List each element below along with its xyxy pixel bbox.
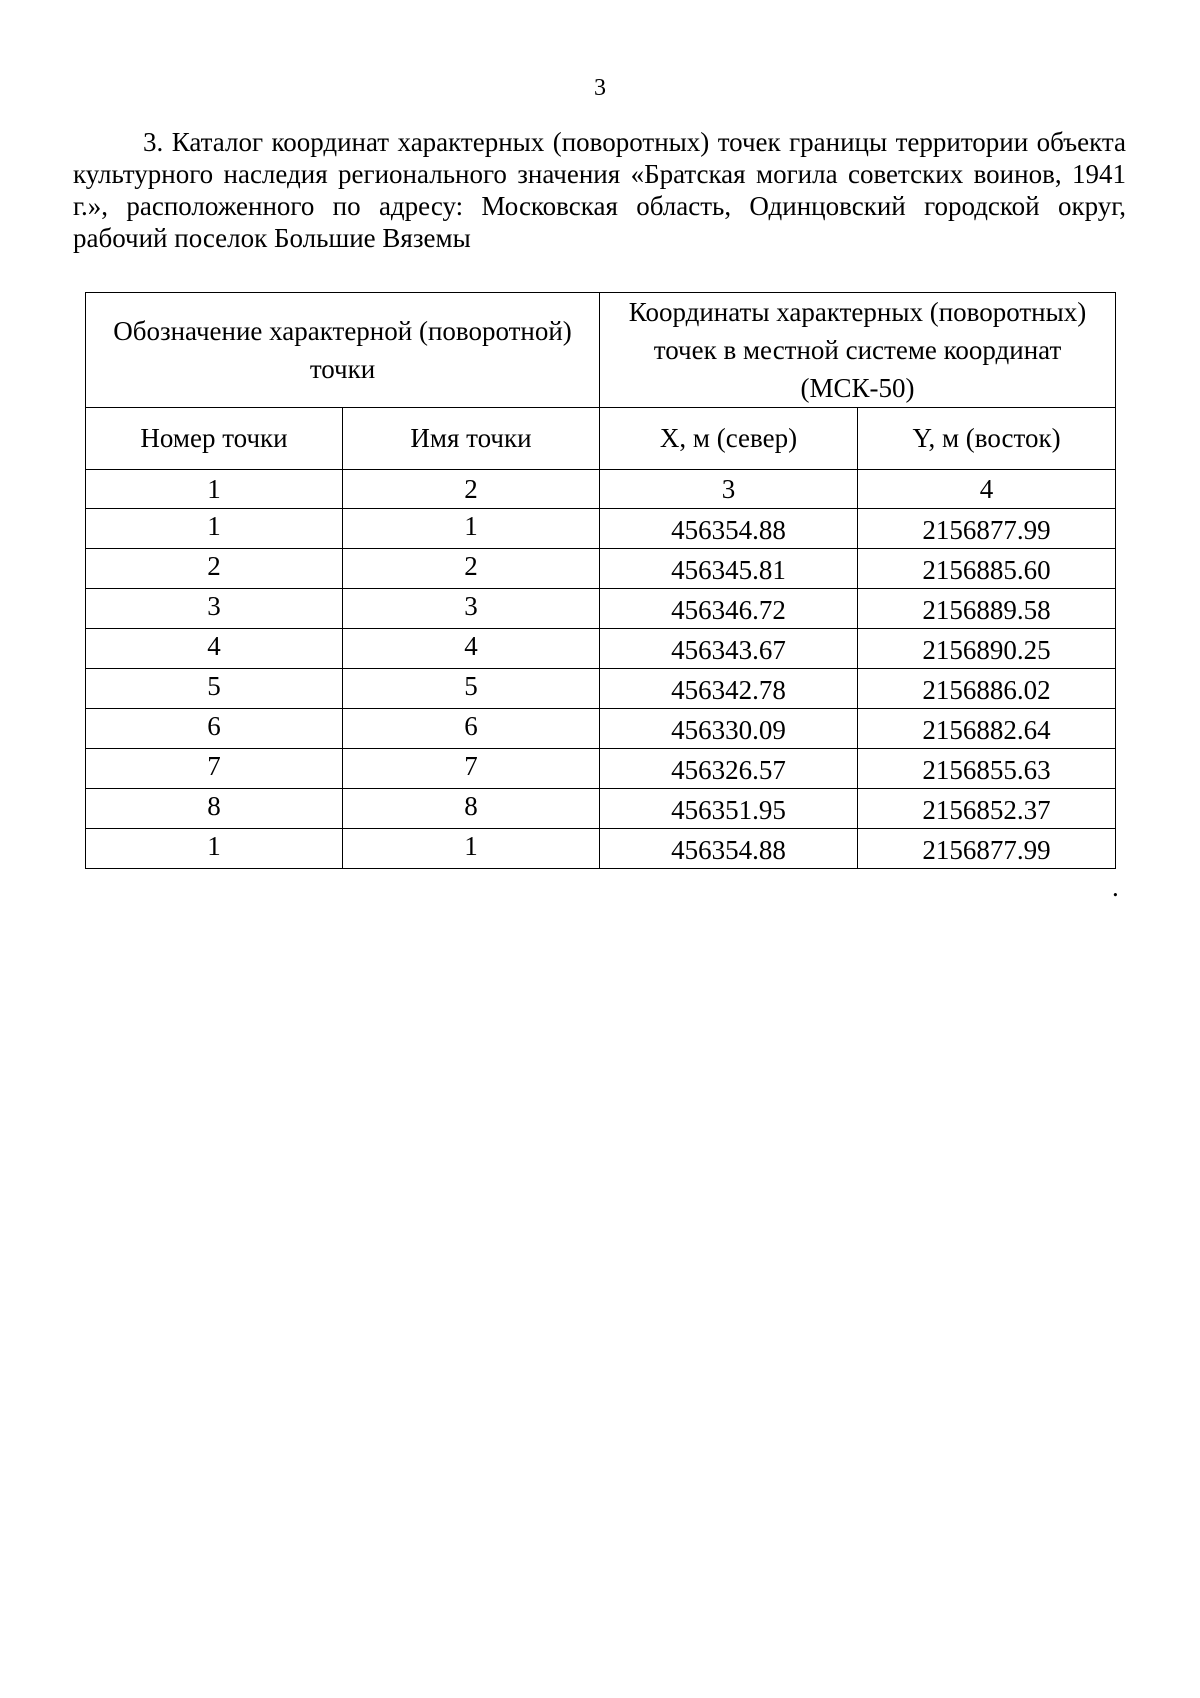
cell-point-name: 7 [343, 749, 600, 789]
cell-x-coordinate: 456343.67 [600, 629, 858, 669]
cell-point-number: 4 [86, 629, 343, 669]
page-number: 3 [594, 75, 606, 101]
table-header-row [86, 293, 1116, 408]
cell-point-number: 1 [86, 829, 343, 869]
cell-point-name: 4 [343, 629, 600, 669]
table-row [86, 789, 1116, 829]
cell-point-number: 3 [86, 589, 343, 629]
cell-point-name: 5 [343, 669, 600, 709]
table-row [86, 549, 1116, 589]
cell-point-name: 2 [343, 549, 600, 589]
cell-point-name: 8 [343, 789, 600, 829]
header-coordinates: Координаты характерных (поворотных) точек в местной системе координат (МСК-50) [600, 293, 1116, 408]
cell-y-coordinate: 2156877.99 [858, 509, 1116, 549]
cell-y-coordinate: 2156889.58 [858, 589, 1116, 629]
table-row [86, 749, 1116, 789]
cell-point-number: 2 [86, 549, 343, 589]
column-number-1: 1 [86, 470, 343, 509]
cell-point-number: 7 [86, 749, 343, 789]
cell-point-name: 6 [343, 709, 600, 749]
table-row [86, 509, 1116, 549]
subheader-point-number: Номер точки [86, 408, 343, 470]
table-subheader-row [86, 408, 1116, 470]
table-row [86, 709, 1116, 749]
cell-x-coordinate: 456354.88 [600, 509, 858, 549]
cell-point-name: 3 [343, 589, 600, 629]
cell-x-coordinate: 456345.81 [600, 549, 858, 589]
cell-point-number: 5 [86, 669, 343, 709]
cell-x-coordinate: 456326.57 [600, 749, 858, 789]
subheader-y-east: Y, м (восток) [858, 408, 1116, 470]
cell-x-coordinate: 456346.72 [600, 589, 858, 629]
cell-y-coordinate: 2156886.02 [858, 669, 1116, 709]
cell-y-coordinate: 2156852.37 [858, 789, 1116, 829]
table-row [86, 669, 1116, 709]
cell-point-number: 8 [86, 789, 343, 829]
cell-y-coordinate: 2156882.64 [858, 709, 1116, 749]
cell-x-coordinate: 456354.88 [600, 829, 858, 869]
table-row [86, 629, 1116, 669]
cell-y-coordinate: 2156890.25 [858, 629, 1116, 669]
coordinates-table [85, 292, 1116, 869]
column-number-2: 2 [343, 470, 600, 509]
cell-point-name: 1 [343, 829, 600, 869]
header-point-designation: Обозначение характерной (поворотной) точки [86, 293, 600, 408]
trailing-mark: . [1112, 872, 1119, 902]
cell-point-number: 6 [86, 709, 343, 749]
table-row [86, 829, 1116, 869]
cell-y-coordinate: 2156855.63 [858, 749, 1116, 789]
column-number-4: 4 [858, 470, 1116, 509]
subheader-x-north: X, м (север) [600, 408, 858, 470]
catalog-heading-paragraph: 3. Каталог координат характерных (поворотных) точек границы территории объекта культурного наследия регионального значения «Братская могила советских воинов, 1941 г.», расположенного по адресу: Московская область, Одинцовский городской округ, рабочий поселок Большие Вяземы [73, 127, 1126, 253]
cell-y-coordinate: 2156877.99 [858, 829, 1116, 869]
cell-x-coordinate: 456351.95 [600, 789, 858, 829]
table-row [86, 589, 1116, 629]
column-number-row [86, 470, 1116, 509]
column-number-3: 3 [600, 470, 858, 509]
subheader-point-name: Имя точки [343, 408, 600, 470]
cell-point-name: 1 [343, 509, 600, 549]
cell-point-number: 1 [86, 509, 343, 549]
cell-y-coordinate: 2156885.60 [858, 549, 1116, 589]
cell-x-coordinate: 456342.78 [600, 669, 858, 709]
cell-x-coordinate: 456330.09 [600, 709, 858, 749]
